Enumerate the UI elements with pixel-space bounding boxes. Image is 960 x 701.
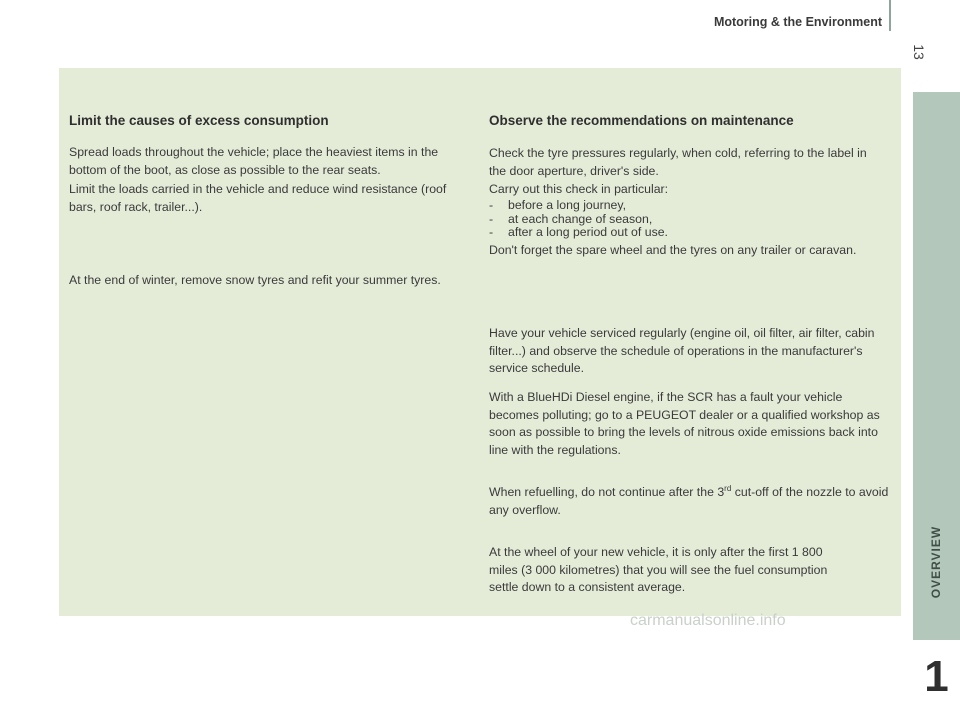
list-item-text: after a long period out of use. (508, 225, 668, 239)
list-item-text: before a long journey, (508, 198, 627, 212)
list-dash: - (489, 225, 494, 239)
right-paragraph-5: With a BlueHDi Diesel engine, if the SCR has a fault your vehicle becomes polluting; go to a PEUGEOT dealer or a qualified workshop as soon as possible to bring the levels of nitrous oxide emissions back into line with the regulations. (489, 390, 880, 457)
list-item (489, 226, 879, 240)
right-paragraph-6 (489, 484, 889, 519)
refuel-text-end: cut-off of the nozzle to avoid any overflow. (489, 485, 889, 517)
list-item (489, 199, 879, 213)
list-dash: - (489, 198, 494, 212)
header-divider (889, 0, 891, 31)
page-number-text: 13 (910, 44, 927, 60)
list-dash: - (489, 211, 494, 226)
running-header-title: Motoring & the Environment (713, 15, 882, 29)
page-number (904, 32, 934, 72)
right-paragraph-4: Have your vehicle serviced regularly (engine oil, oil filter, air filter, cabin filter...) and observe the schedule of operations in the manufacturer's service schedule. (489, 326, 875, 375)
chapter-number: 1 (924, 652, 949, 701)
right-heading: Observe the recommendations on maintenance (489, 113, 794, 128)
left-paragraph-2: Limit the loads carried in the vehicle and reduce wind resistance (roof bars, roof rack, trailer...). (69, 182, 447, 214)
right-paragraph-1: Check the tyre pressures regularly, when cold, referring to the label in the door aperture, driver's side. (489, 146, 867, 178)
ordinal-suffix: rd (724, 483, 732, 493)
right-paragraph-2-intro: Carry out this check in particular: (489, 182, 669, 196)
content-panel (59, 68, 901, 616)
chapter-label: OVERVIEW (929, 525, 944, 599)
check-list (489, 199, 879, 240)
refuel-text-start: When refuelling, do not continue after the 3 (489, 485, 725, 499)
left-paragraph-1: Spread loads throughout the vehicle; place the heaviest items in the bottom of the boot, as close as possible to the rear seats. (69, 145, 439, 177)
chapter-side-tab (913, 92, 960, 701)
list-item (489, 213, 879, 227)
right-paragraph-3: Don't forget the spare wheel and the tyres on any trailer or caravan. (489, 243, 857, 257)
left-paragraph-3: At the end of winter, remove snow tyres and refit your summer tyres. (69, 273, 441, 287)
side-label-container (913, 492, 960, 632)
watermark: carmanualsonline.info (630, 612, 786, 629)
left-heading: Limit the causes of excess consumption (69, 113, 329, 128)
list-item-text: at each change of season, (508, 211, 653, 226)
right-paragraph-7: At the wheel of your new vehicle, it is only after the first 1 800 miles (3 000 kilometres) that you will see the fuel consumption settle down to a consistent average. (489, 545, 828, 594)
side-tab-divider (916, 649, 957, 650)
